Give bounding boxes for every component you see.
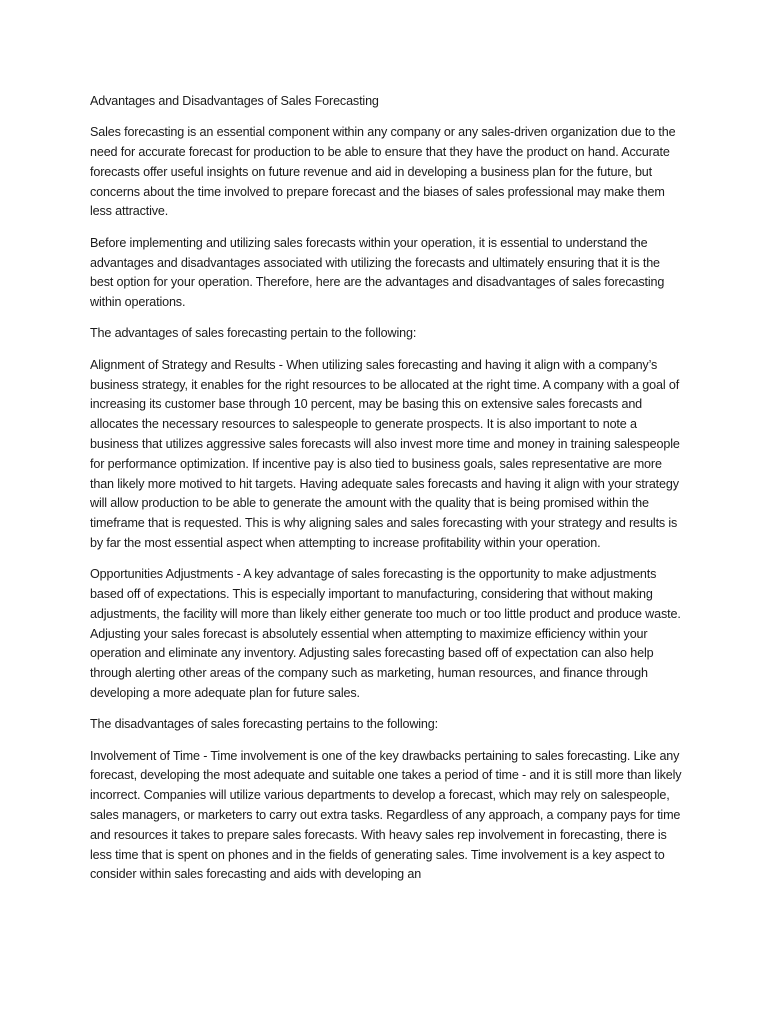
document-title: Advantages and Disadvantages of Sales Forecasting bbox=[90, 94, 379, 108]
document-page bbox=[90, 92, 682, 897]
paragraph-opportunities-adjustments: Opportunities Adjustments - A key advantage of sales forecasting is the opportunity to make adjustments based off of expectations. This is especially important to manufacturing, considering that without making adjustments, the facility will more than likely either generate too much or too little product and produce waste. Adjusting your sales forecast is absolutely essential when attempting to maximize efficiency within your operation and eliminate any inventory. Adjusting sales forecasting based off of expectation can also help through alerting other areas of the company such as marketing, human resources, and finance through developing a more adequate plan for future sales. bbox=[90, 567, 681, 701]
paragraph-advantages-heading: The advantages of sales forecasting pertain to the following: bbox=[90, 326, 417, 341]
paragraph-intro: Sales forecasting is an essential component within any company or any sales-driven organization due to the need for accurate forecast for production to be able to ensure that they have the product on hand. Accurate forecasts offer useful insights on future revenue and aid in developing a business plan for the future, but concerns about the time involved to prepare forecast and the biases of sales professional may make them less attractive. bbox=[90, 125, 676, 219]
paragraph-alignment-of-strategy: Alignment of Strategy and Results - When utilizing sales forecasting and having it align with a company’s business strategy, it enables for the right resources to be allocated at the right time. A company with a goal of increasing its customer base through 10 percent, may be basing this on extensive sales forecasts and allocates the necessary resources to salespeople to generate prospects. It is also important to note a business that utilizes aggressive sales forecasts will also invest more time and money in training salespeople for performance optimization. If incentive pay is also tied to business goals, sales representative are more than likely more motived to hit targets. Having adequate sales forecasts and having it align with your strategy will allow production to be able to generate the amount with the quality that is being promised within the timeframe that is requested. This is why aligning sales and sales forecasting with your strategy and results is by far the most essential aspect when attempting to increase profitability within your operation. bbox=[90, 357, 680, 550]
paragraph-before-implementing: Before implementing and utilizing sales forecasts within your operation, it is essential to understand the advantages and disadvantages associated with utilizing the forecasts and ultimately ensuring that it is the best option for your operation. Therefore, here are the advantages and disadvantages of sales forecasting within operations. bbox=[90, 235, 665, 310]
paragraph-disadvantages-heading: The disadvantages of sales forecasting pertains to the following: bbox=[90, 717, 438, 732]
paragraph-involvement-of-time: Involvement of Time - Time involvement is one of the key drawbacks pertaining to sales forecasting. Like any forecast, developing the most adequate and suitable one takes a period of time - and it is still more than likely incorrect. Companies will utilize various departments to develop a forecast, which may rely on salespeople, sales managers, or marketers to carry out extra tasks. Regardless of any approach, a company pays for time and resources it takes to prepare sales forecasts. With heavy sales rep involvement in forecasting, there is less time that is spent on phones and in the fields of generating sales. Time involvement is a key aspect to consider within sales forecasting and aids with developing an bbox=[90, 748, 682, 882]
